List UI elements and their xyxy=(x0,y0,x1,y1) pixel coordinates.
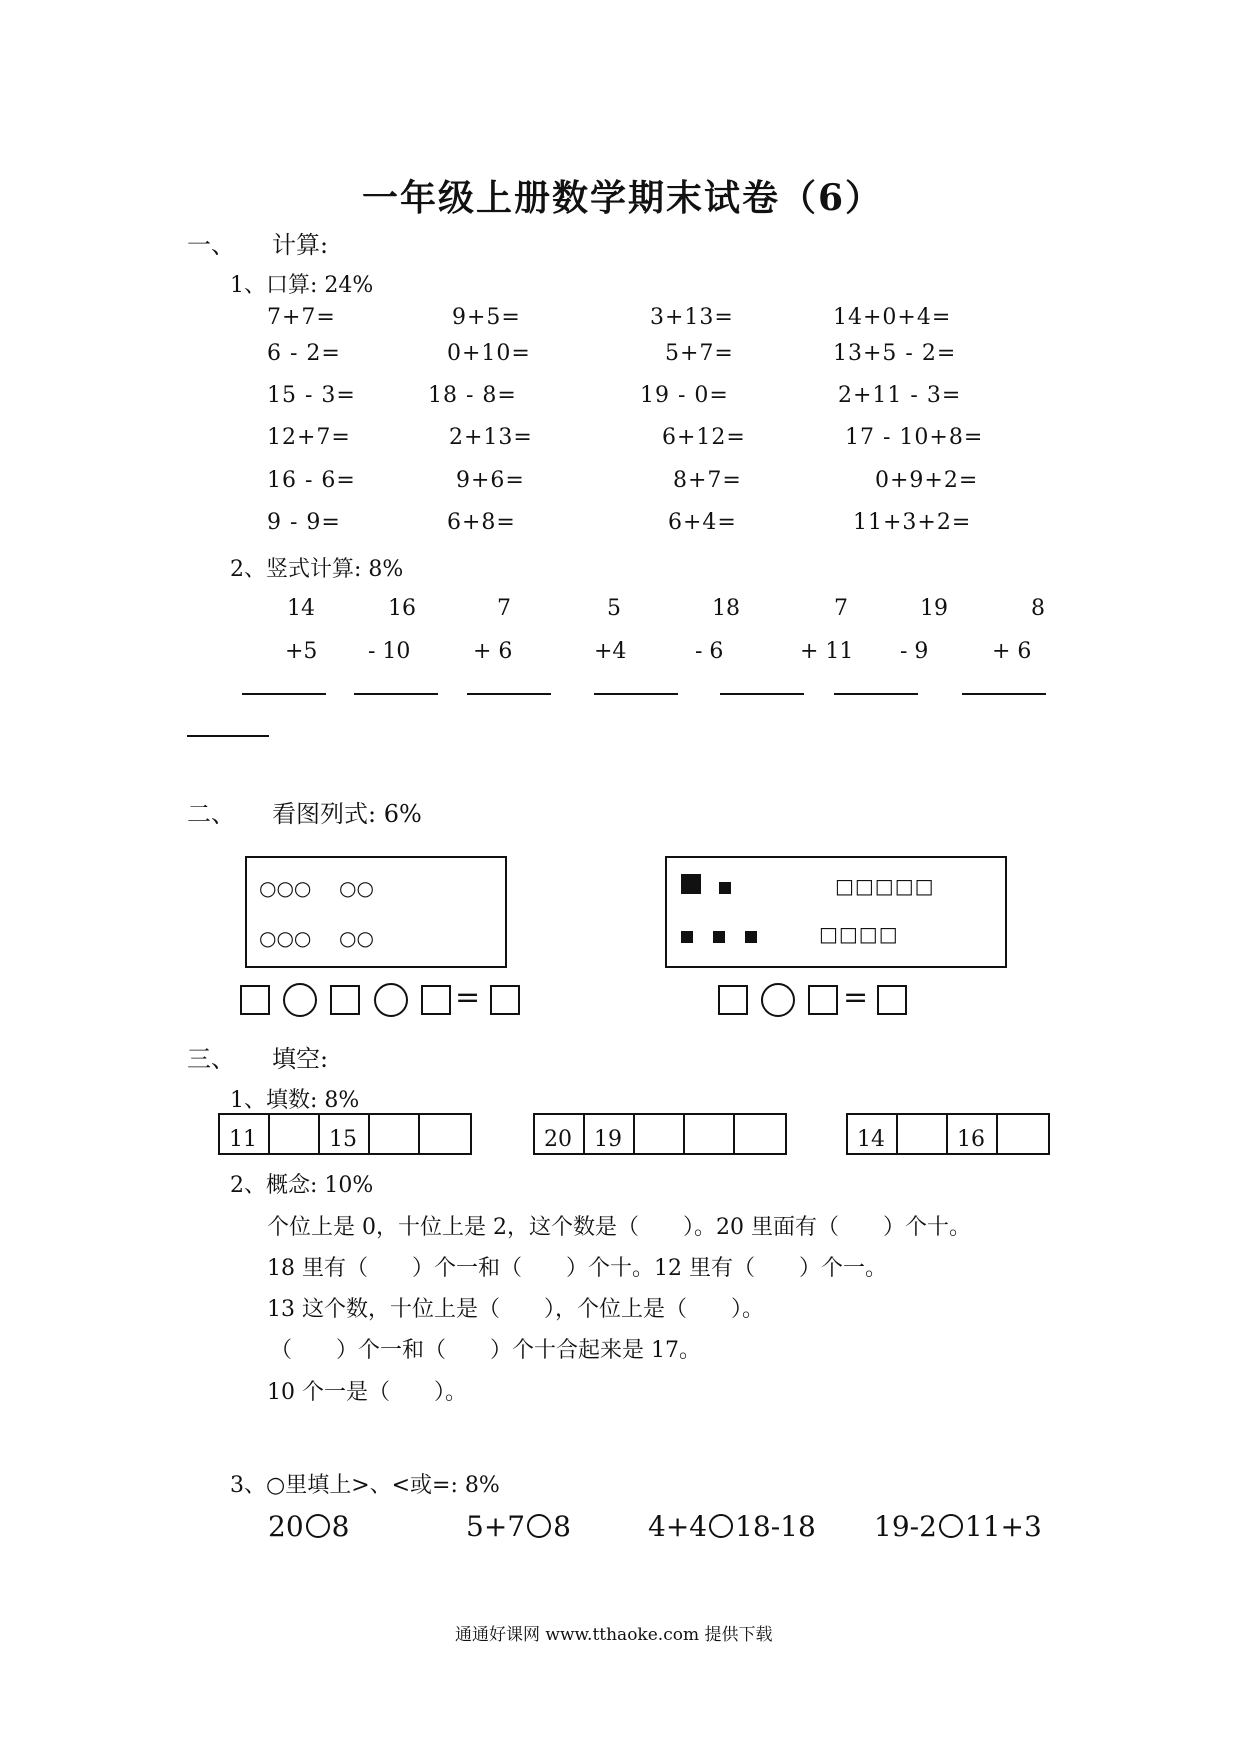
part-5-label: 3、○里填上>、<或=: 8% xyxy=(230,1473,500,1498)
concept-line: 18 里有（ ）个一和（ ）个十。12 里有（ ）个一。 xyxy=(267,1256,887,1281)
strip-cell: 14 xyxy=(848,1115,898,1153)
section-3-label: 填空: xyxy=(272,1045,329,1073)
filled-square xyxy=(681,931,693,943)
equation: 7+7= xyxy=(267,305,336,330)
number-strip-1 xyxy=(218,1113,472,1155)
answer-box[interactable] xyxy=(490,985,520,1015)
equation: 11+3+2= xyxy=(853,510,972,535)
strip-cell: 16 xyxy=(948,1115,998,1153)
equation: 19 - 0= xyxy=(640,383,729,408)
equation: 14+0+4= xyxy=(833,305,952,330)
equation: 17 - 10+8= xyxy=(845,425,984,450)
comparison-left: 20 xyxy=(268,1510,304,1543)
comparison-item xyxy=(874,1510,1042,1543)
equation: 9+6= xyxy=(456,468,525,493)
concept-line: 10 个一是（ ）。 xyxy=(267,1380,467,1405)
compare-circle[interactable] xyxy=(527,1514,551,1538)
answer-box[interactable] xyxy=(808,985,838,1015)
vertical-top-number: 7 xyxy=(834,596,848,621)
part-4-label: 2、概念: 10% xyxy=(230,1173,374,1198)
equation: 18 - 8= xyxy=(428,383,517,408)
part-2-label: 2、竖式计算: 8% xyxy=(230,557,404,582)
square-group: □□□□ xyxy=(819,922,899,946)
circle-group: ○○ xyxy=(339,876,374,900)
picture-box-squares xyxy=(665,856,1007,968)
comparison-item xyxy=(268,1510,349,1543)
strip-cell: 20 xyxy=(535,1115,585,1153)
strip-cell-blank[interactable] xyxy=(270,1115,320,1153)
equation: 13+5 - 2= xyxy=(833,341,957,366)
operator-circle[interactable] xyxy=(283,983,317,1017)
equation: 9+5= xyxy=(452,305,521,330)
strip-cell-blank[interactable] xyxy=(735,1115,785,1153)
answer-box[interactable] xyxy=(421,985,451,1015)
vertical-top-number: 5 xyxy=(607,596,621,621)
vertical-top-number: 7 xyxy=(497,596,511,621)
concept-line: 个位上是 0，十位上是 2，这个数是（ ）。20 里面有（ ）个十。 xyxy=(267,1215,971,1240)
strip-cell-blank[interactable] xyxy=(998,1115,1048,1153)
circle-group: ○○ xyxy=(339,926,374,950)
equation: 3+13= xyxy=(650,305,734,330)
strip-cell-blank[interactable] xyxy=(685,1115,735,1153)
vertical-bottom-operand: - 10 xyxy=(368,639,411,664)
concept-line: 13 这个数，十位上是（ ），个位上是（ ）。 xyxy=(267,1297,764,1322)
vertical-bottom-operand: + 11 xyxy=(800,639,854,664)
compare-circle[interactable] xyxy=(709,1514,733,1538)
answer-line xyxy=(242,693,326,695)
strip-cell: 15 xyxy=(320,1115,370,1153)
equation: 2+11 - 3= xyxy=(838,383,962,408)
equals-sign: = xyxy=(455,980,481,1015)
equation: 6+8= xyxy=(447,510,516,535)
vertical-bottom-operand: + 6 xyxy=(992,639,1032,664)
strip-cell-blank[interactable] xyxy=(370,1115,420,1153)
strip-cell-blank[interactable] xyxy=(635,1115,685,1153)
circle-group: ○○○ xyxy=(259,876,312,900)
operator-circle[interactable] xyxy=(761,983,795,1017)
vertical-bottom-operand: +5 xyxy=(285,639,318,664)
comparison-right: 18-18 xyxy=(735,1510,816,1543)
answer-box[interactable] xyxy=(240,985,270,1015)
compare-circle[interactable] xyxy=(306,1514,330,1538)
strip-cell-blank[interactable] xyxy=(420,1115,470,1153)
filled-square xyxy=(713,931,725,943)
answer-line xyxy=(720,693,804,695)
equation: 2+13= xyxy=(449,425,533,450)
operator-circle[interactable] xyxy=(374,983,408,1017)
number-strip-3 xyxy=(846,1113,1050,1155)
strip-cell: 11 xyxy=(220,1115,270,1153)
vertical-top-number: 18 xyxy=(712,596,740,621)
concept-line: （ ）个一和（ ）个十合起来是 17。 xyxy=(270,1338,701,1363)
equation: 8+7= xyxy=(673,468,742,493)
comparison-item xyxy=(466,1510,571,1543)
vertical-bottom-operand: - 9 xyxy=(900,639,929,664)
answer-box[interactable] xyxy=(877,985,907,1015)
equation: 5+7= xyxy=(665,341,734,366)
filled-square xyxy=(719,882,731,894)
equation: 12+7= xyxy=(267,425,351,450)
comparison-left: 19-2 xyxy=(874,1510,937,1543)
comparison-left: 4+4 xyxy=(648,1510,708,1543)
equation: 6+4= xyxy=(668,510,737,535)
equation: 0+10= xyxy=(447,341,531,366)
vertical-bottom-operand: - 6 xyxy=(695,639,724,664)
vertical-bottom-operand: + 6 xyxy=(473,639,513,664)
comparison-right: 8 xyxy=(331,1510,350,1543)
page-title: 一年级上册数学期末试卷（6） xyxy=(362,177,884,219)
section-1-label: 计算: xyxy=(272,231,329,259)
strip-cell: 19 xyxy=(585,1115,635,1153)
filled-square xyxy=(681,874,701,894)
equation: 6+12= xyxy=(662,425,746,450)
filled-square xyxy=(745,931,757,943)
strip-cell-blank[interactable] xyxy=(898,1115,948,1153)
circle-group: ○○○ xyxy=(259,926,312,950)
section-2-number: 二、 xyxy=(187,800,235,828)
equation: 9 - 9= xyxy=(267,510,341,535)
part-1-label: 1、口算: 24% xyxy=(230,273,374,298)
vertical-bottom-operand: +4 xyxy=(594,639,627,664)
comparison-right: 8 xyxy=(553,1510,571,1543)
answer-box[interactable] xyxy=(330,985,360,1015)
comparison-right: 11+3 xyxy=(964,1510,1042,1543)
answer-box[interactable] xyxy=(718,985,748,1015)
vertical-top-number: 14 xyxy=(287,596,315,621)
picture-box-circles xyxy=(245,856,507,968)
compare-circle[interactable] xyxy=(939,1514,963,1538)
equation: 16 - 6= xyxy=(267,468,356,493)
section-3-number: 三、 xyxy=(187,1045,235,1073)
part-3-label: 1、填数: 8% xyxy=(230,1088,360,1113)
answer-line xyxy=(962,693,1046,695)
square-group: □□□□□ xyxy=(835,874,935,898)
answer-line xyxy=(594,693,678,695)
answer-line xyxy=(467,693,551,695)
number-strip-2 xyxy=(533,1113,787,1155)
section-1-number: 一、 xyxy=(187,231,235,259)
answer-line xyxy=(354,693,438,695)
equals-sign: = xyxy=(843,980,869,1015)
section-2-label: 看图列式: 6% xyxy=(272,800,422,828)
comparison-left: 5+7 xyxy=(466,1510,526,1543)
equation: 6 - 2= xyxy=(267,341,341,366)
answer-line xyxy=(834,693,918,695)
vertical-top-number: 16 xyxy=(388,596,416,621)
answer-line xyxy=(187,735,269,737)
comparison-item xyxy=(648,1510,816,1543)
equation: 0+9+2= xyxy=(875,468,979,493)
vertical-top-number: 8 xyxy=(1031,596,1045,621)
equation: 15 - 3= xyxy=(267,383,356,408)
footer-text: 通通好课网 www.tthaoke.com 提供下载 xyxy=(455,1625,773,1645)
vertical-top-number: 19 xyxy=(920,596,948,621)
